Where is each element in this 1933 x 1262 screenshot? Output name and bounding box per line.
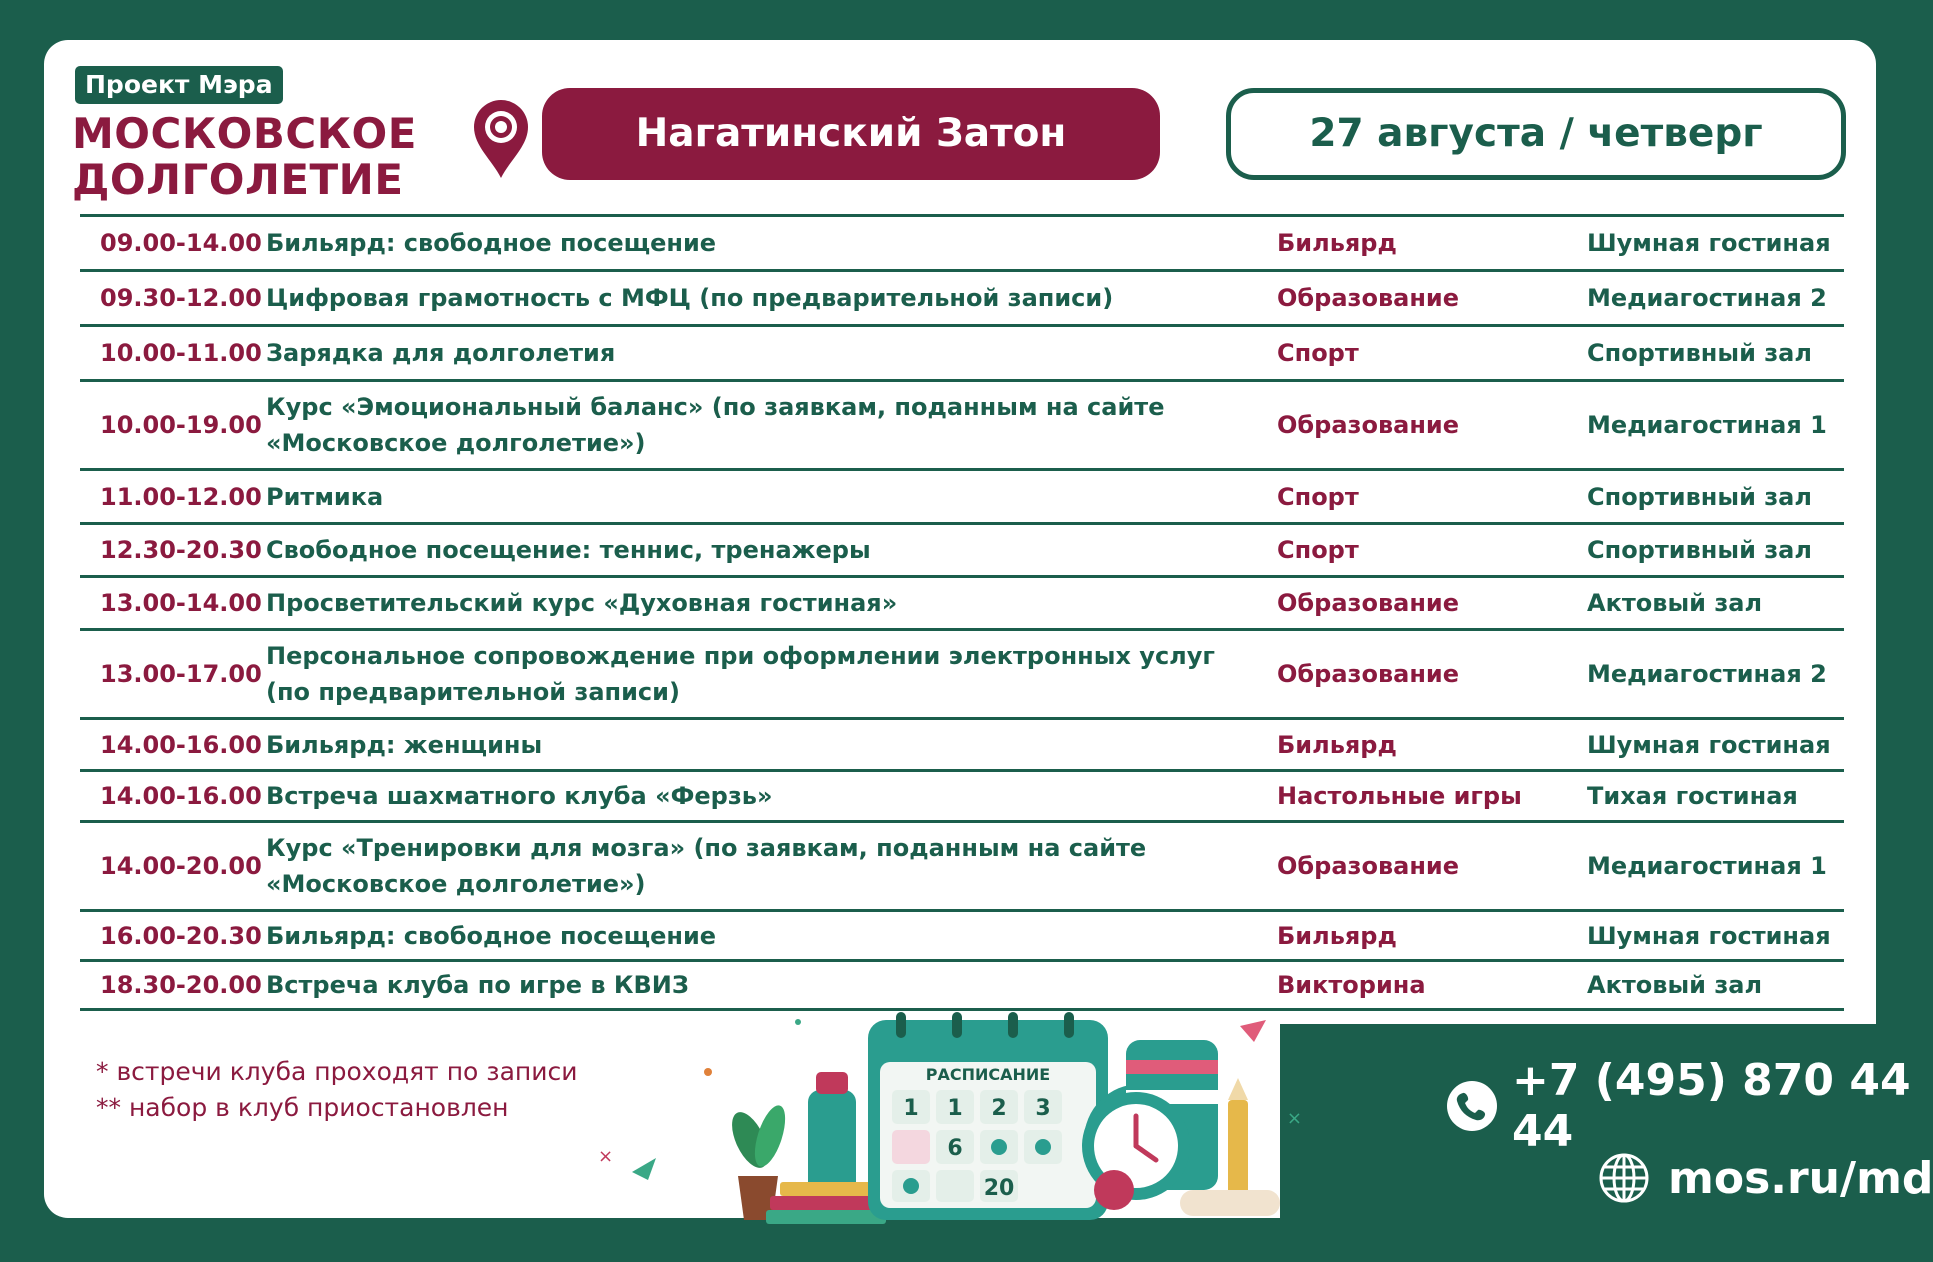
row-place: Медиагостиная 1 — [1587, 411, 1827, 439]
svg-text:×: × — [1286, 1108, 1302, 1129]
row-category: Настольные игры — [1277, 782, 1522, 810]
row-time: 12.30-20.30 — [100, 536, 262, 564]
row-place: Медиагостиная 1 — [1587, 852, 1827, 880]
table-row — [80, 720, 1844, 772]
calendar-title: РАСПИСАНИЕ — [925, 1065, 1051, 1084]
row-place: Актовый зал — [1587, 971, 1763, 999]
row-time: 10.00-19.00 — [100, 411, 262, 439]
row-time: 13.00-14.00 — [100, 589, 262, 617]
row-category: Спорт — [1277, 482, 1359, 511]
row-place: Спортивный зал — [1587, 339, 1812, 367]
row-time: 14.00-16.00 — [100, 730, 262, 759]
table-row — [80, 471, 1844, 525]
table-row — [80, 327, 1844, 382]
row-time: 18.30-20.00 — [100, 971, 262, 999]
row-name: Курс «Тренировки для мозга» (по заявкам, поданным на сайте «Московское долголетие») — [266, 834, 1147, 898]
location-pin-icon — [470, 98, 532, 180]
row-time: 10.00-11.00 — [100, 339, 262, 367]
logo-line-1: МОСКОВСКОЕ — [72, 109, 417, 158]
schedule-illustration — [580, 990, 1300, 1230]
row-place: Спортивный зал — [1587, 482, 1812, 511]
phone-number[interactable]: +7 (495) 870 44 44 — [1512, 1055, 1911, 1157]
phone-contact[interactable] — [1446, 1055, 1920, 1157]
row-category: Бильярд — [1277, 730, 1397, 759]
row-time: 16.00-20.30 — [100, 921, 262, 950]
table-row — [80, 272, 1844, 327]
row-name: Бильярд: свободное посещение — [266, 921, 717, 950]
table-row — [80, 912, 1844, 962]
row-category: Викторина — [1277, 971, 1426, 999]
row-name: Зарядка для долголетия — [266, 339, 616, 367]
logo-line-2: ДОЛГОЛЕТИЕ — [72, 155, 404, 204]
table-row — [80, 631, 1844, 720]
row-name: Встреча клуба по игре в КВИЗ — [266, 971, 689, 999]
row-category: Образование — [1277, 411, 1460, 439]
svg-text:×: × — [598, 1146, 614, 1167]
svg-text:6: 6 — [947, 1136, 963, 1161]
row-name: Бильярд: свободное посещение — [266, 229, 717, 257]
row-name: Просветительский курс «Духовная гостиная» — [266, 589, 898, 617]
row-place: Тихая гостиная — [1587, 782, 1798, 810]
row-place: Спортивный зал — [1587, 536, 1812, 564]
svg-text:1: 1 — [903, 1096, 919, 1121]
phone-icon — [1446, 1080, 1498, 1132]
row-name: Ритмика — [266, 482, 384, 511]
svg-text:3: 3 — [1035, 1096, 1051, 1121]
row-category: Образование — [1277, 589, 1460, 617]
district-title: Нагатинский Затон — [542, 88, 1160, 180]
table-row — [80, 772, 1844, 823]
project-badge: Проект Мэра — [75, 66, 283, 104]
row-name: Встреча шахматного клуба «Ферзь» — [266, 782, 773, 810]
row-name: Свободное посещение: теннис, тренажеры — [266, 536, 871, 564]
website-link[interactable]: mos.ru/md — [1668, 1152, 1933, 1204]
table-row — [80, 217, 1844, 272]
table-row — [80, 578, 1844, 631]
row-time: 14.00-20.00 — [100, 852, 262, 880]
row-time: 09.00-14.00 — [100, 229, 262, 257]
row-time: 14.00-16.00 — [100, 782, 262, 810]
website-contact[interactable] — [1598, 1148, 1933, 1208]
row-name: Бильярд: женщины — [266, 730, 543, 759]
row-category: Бильярд — [1277, 229, 1397, 257]
table-row — [80, 525, 1844, 578]
row-place: Шумная гостиная — [1587, 229, 1831, 257]
table-row — [80, 823, 1844, 912]
footnotes — [96, 1054, 577, 1126]
row-category: Спорт — [1277, 339, 1359, 367]
svg-text:2: 2 — [991, 1096, 1007, 1121]
row-category: Образование — [1277, 660, 1460, 688]
footnote-1: * встречи клуба проходят по записи — [96, 1057, 578, 1086]
row-name: Курс «Эмоциональный баланс» (по заявкам, поданным на сайте «Московское долголетие») — [266, 393, 1165, 457]
row-place: Медиагостиная 2 — [1587, 284, 1827, 312]
row-place: Актовый зал — [1587, 589, 1763, 617]
row-place: Шумная гостиная — [1587, 730, 1831, 759]
row-time: 11.00-12.00 — [100, 482, 262, 511]
row-category: Образование — [1277, 284, 1460, 312]
row-category: Бильярд — [1277, 921, 1397, 950]
schedule-table — [80, 214, 1844, 1011]
svg-text:1: 1 — [947, 1096, 963, 1121]
row-category: Спорт — [1277, 536, 1359, 564]
row-name: Персональное сопровождение при оформлении электронных услуг (по предварительной записи) — [266, 642, 1215, 706]
row-place: Медиагостиная 2 — [1587, 660, 1827, 688]
footnote-2: ** набор в клуб приостановлен — [96, 1093, 509, 1122]
row-place: Шумная гостиная — [1587, 921, 1831, 950]
row-category: Образование — [1277, 852, 1460, 880]
date-label: 27 августа / четверг — [1226, 88, 1846, 180]
row-time: 09.30-12.00 — [100, 284, 262, 312]
table-row — [80, 382, 1844, 471]
row-name: Цифровая грамотность с МФЦ (по предварительной записи) — [266, 284, 1114, 312]
row-time: 13.00-17.00 — [100, 660, 262, 688]
svg-text:20: 20 — [983, 1176, 1015, 1201]
globe-icon — [1598, 1152, 1650, 1204]
